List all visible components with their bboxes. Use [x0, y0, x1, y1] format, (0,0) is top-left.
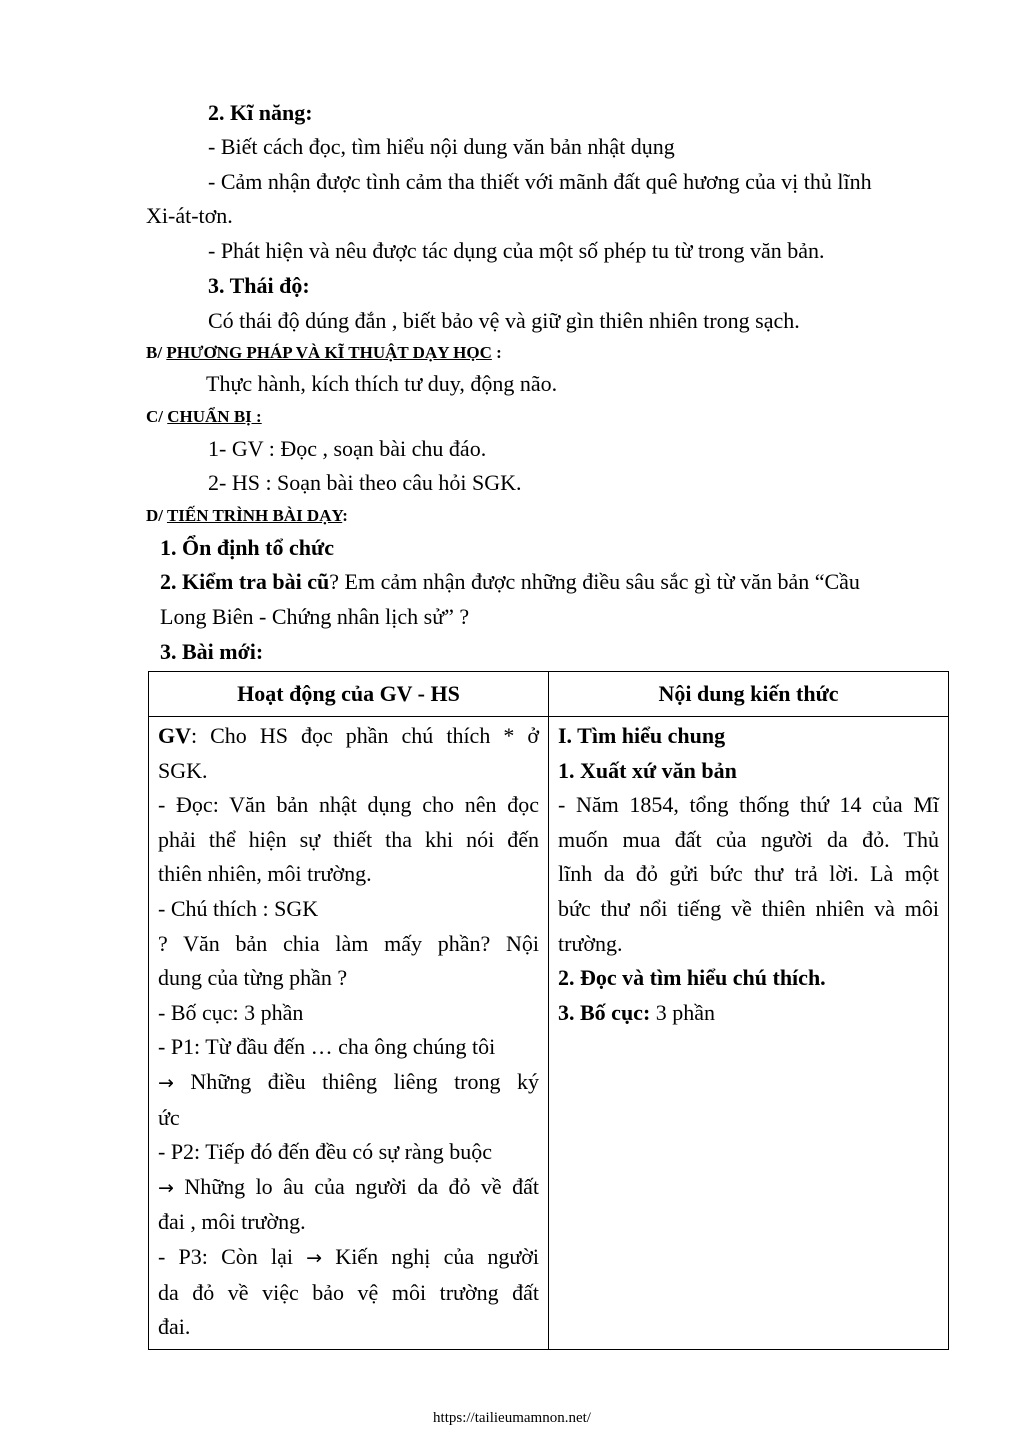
arrow-right-icon: →: [158, 1071, 174, 1094]
right-line-9: [558, 996, 939, 1031]
left-line-8: dung của từng phần ?: [158, 965, 348, 991]
left-line-13: - P2: Tiếp đó đến đều có sự ràng buộc: [158, 1139, 492, 1165]
section-b-heading: [146, 341, 502, 365]
right-line-2: 1. Xuất xứ văn bản: [558, 757, 737, 783]
left-line-15: đai , môi trường.: [158, 1209, 306, 1235]
activities-cell: [149, 717, 549, 1350]
content-cell: [549, 717, 949, 1350]
header-activities: Hoạt động của GV - HS: [149, 672, 549, 717]
arrow-right-icon: →: [158, 1176, 174, 1199]
right-line-6: bức thư nổi tiếng về thiên nhiên và môi: [558, 895, 939, 921]
section-d-suffix: :: [342, 506, 348, 525]
section-c-prefix: C/: [146, 407, 168, 426]
attitude-heading: 3. Thái độ:: [208, 273, 310, 298]
left-line-17: da đỏ về việc bảo vệ môi trường đất: [158, 1279, 539, 1305]
left-line-4: phải thể hiện sự thiết tha khi nói đến: [158, 826, 539, 852]
footer-url: https://tailieumamnon.net/: [433, 1410, 591, 1426]
right-line-1: I. Tìm hiểu chung: [558, 723, 726, 748]
section-b-suffix: :: [491, 343, 502, 362]
section-d-heading: [146, 504, 348, 528]
section-c-item-2: 2- HS : Soạn bài theo câu hỏi SGK.: [208, 470, 522, 495]
arrow-right-icon: →: [306, 1246, 323, 1269]
step-2-cont: Long Biên - Chứng nhân lịch sử” ?: [160, 604, 470, 629]
section-b-title: PHƯƠNG PHÁP VÀ KĨ THUẬT DẠY HỌC: [166, 343, 492, 362]
left-line-6: - Chú thích : SGK: [158, 895, 319, 921]
right-line-5: lĩnh da đỏ gửi bức thư trả lời. Là một: [558, 861, 939, 887]
left-line-3: - Đọc: Văn bản nhật dụng cho nên đọc: [158, 792, 539, 818]
lesson-table: [148, 671, 949, 1350]
skills-item-3: - Phát hiện và nêu được tác dụng của một số phép tu từ trong văn bản.: [208, 238, 825, 263]
right-line-4: muốn mua đất của người da đỏ. Thủ: [558, 826, 939, 852]
left-line-18: đai.: [158, 1314, 191, 1340]
section-b-text: Thực hành, kích thích tư duy, động não.: [206, 371, 558, 396]
left-line-10: - P1: Từ đầu đến … cha ông chúng tôi: [158, 1034, 496, 1060]
left-line-16: [158, 1240, 539, 1276]
right-line-3: - Năm 1854, tổng thống thứ 14 của Mĩ: [558, 792, 939, 818]
step-3: 3. Bài mới:: [160, 639, 264, 664]
section-c-heading: [146, 405, 262, 429]
left-line-14-text: Những lo âu của người da đỏ về đất: [173, 1173, 539, 1199]
left-line-14: [158, 1170, 539, 1206]
left-line-9: - Bố cục: 3 phần: [158, 999, 304, 1025]
skills-item-1: - Biết cách đọc, tìm hiểu nội dung văn bản nhật dụng: [208, 134, 675, 159]
skills-heading: 2. Kĩ năng:: [208, 100, 313, 125]
gv-label: GV: [158, 723, 191, 748]
left-line-16-b: Kiến nghị của người: [322, 1243, 539, 1269]
section-c-title: CHUẨN BỊ :: [167, 407, 262, 426]
step-2-label: 2. Kiểm tra bài cũ: [160, 569, 330, 594]
left-line-5: thiên nhiên, môi trường.: [158, 861, 372, 887]
attitude-text: Có thái độ dúng đắn , biết bảo vệ và giữ gìn thiên nhiên trong sạch.: [208, 308, 800, 333]
left-line-1-text: : Cho HS đọc phần chú thích * ở: [191, 723, 539, 748]
table-row: [149, 717, 949, 1350]
section-d-title: TIẾN TRÌNH BÀI DẠY: [166, 506, 343, 525]
section-d-prefix: D/: [146, 506, 167, 525]
left-line-7: ? Văn bản chia làm mấy phần? Nội: [158, 930, 539, 956]
skills-item-2: - Cảm nhận được tình cảm tha thiết với mãnh đất quê hương của vị thủ lĩnh: [208, 169, 872, 194]
header-content: Nội dung kiến thức: [549, 672, 949, 717]
step-1: 1. Ổn định tổ chức: [160, 535, 334, 560]
right-line-7: trường.: [558, 930, 623, 956]
section-b-prefix: B/: [146, 343, 167, 362]
section-c-item-1: 1- GV : Đọc , soạn bài chu đáo.: [208, 436, 487, 461]
left-line-16-a: - P3: Còn lại: [158, 1243, 307, 1269]
step-2: [160, 565, 860, 599]
left-line-2: SGK.: [158, 757, 208, 783]
left-line-1: [158, 719, 539, 754]
step-2-text: ? Em cảm nhận được những điều sâu sắc gì từ văn bản “Cầu: [329, 569, 860, 594]
left-line-11: [158, 1065, 539, 1101]
right-line-8: 2. Đọc và tìm hiểu chú thích.: [558, 965, 826, 991]
right-line-9-text: 3 phần: [650, 999, 716, 1025]
table-header-row: [149, 672, 949, 717]
skills-item-2-cont: Xi-át-tơn.: [146, 203, 233, 228]
left-line-11-text: Những điều thiêng liêng trong ký: [173, 1068, 539, 1094]
right-line-9-label: 3. Bố cục:: [558, 999, 651, 1025]
left-line-12: ức: [158, 1104, 180, 1130]
